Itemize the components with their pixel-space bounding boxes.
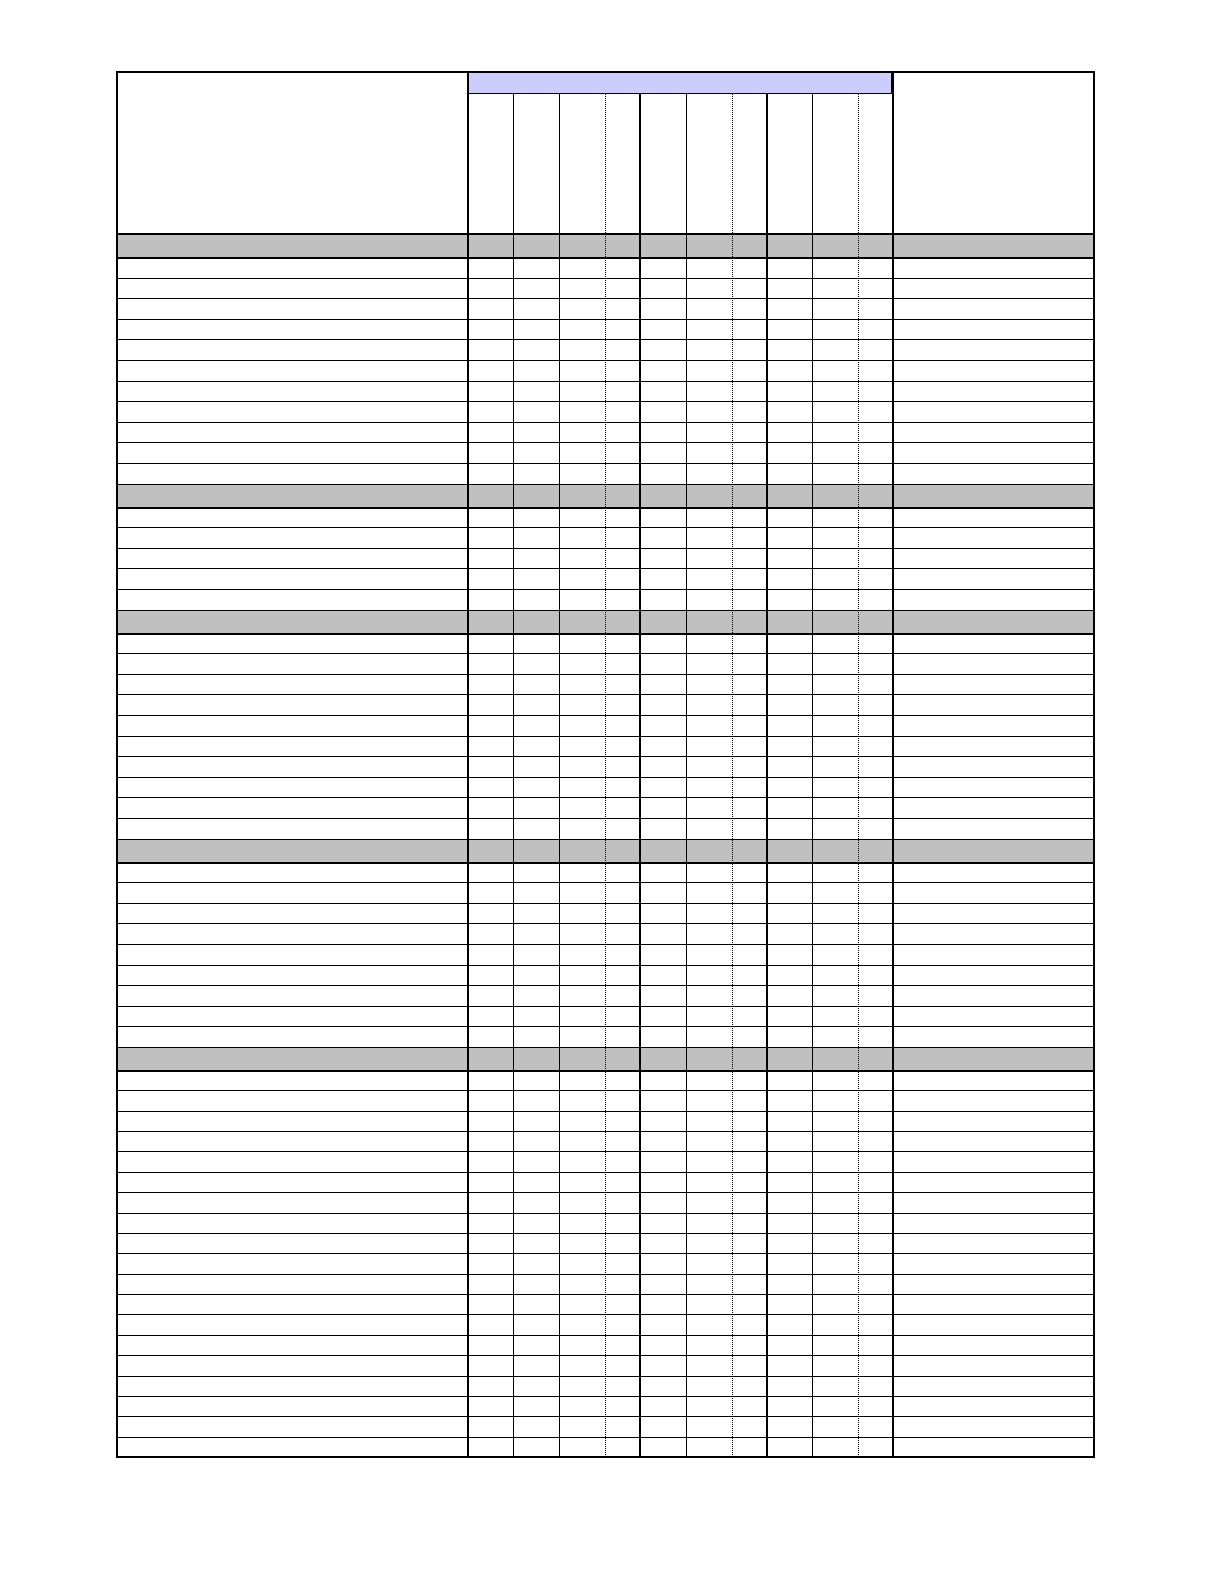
outer-border — [116, 71, 1095, 1458]
